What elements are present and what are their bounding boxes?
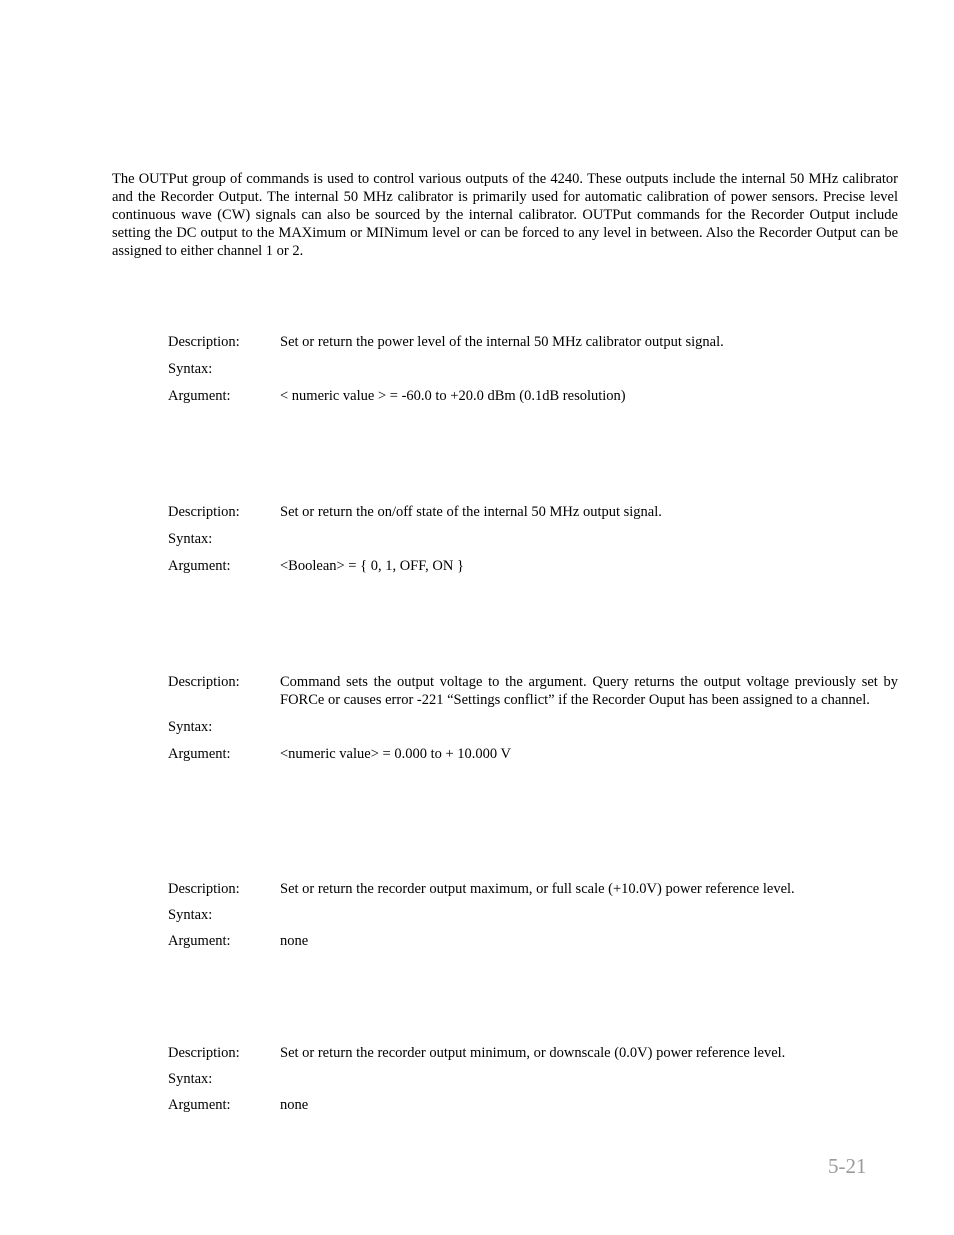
syntax-label: Syntax: bbox=[168, 531, 213, 547]
description-text: Set or return the on/off state of the internal 50 MHz output signal. bbox=[280, 504, 662, 520]
argument-label: Argument: bbox=[168, 746, 231, 762]
description-row bbox=[168, 1044, 898, 1062]
argument-row bbox=[168, 387, 898, 405]
syntax-label: Syntax: bbox=[168, 361, 213, 377]
description-row bbox=[168, 880, 898, 898]
syntax-label: Syntax: bbox=[168, 907, 213, 923]
syntax-row bbox=[168, 906, 898, 924]
argument-text: < numeric value > = -60.0 to +20.0 dBm (0.1dB resolution) bbox=[280, 388, 626, 404]
syntax-text bbox=[280, 718, 898, 736]
argument-row bbox=[168, 1096, 898, 1114]
description-label: Description: bbox=[168, 881, 240, 897]
intro-paragraph: The OUTPut group of commands is used to control various outputs of the 4240. These outputs include the internal 50 MHz calibrator and the Recorder Output. The internal 50 MHz calibrator is primarily used for automatic calibration of power sensors. Precise level continuous wave (CW) signals can also be sourced by the internal calibrator. OUTPut commands for the Recorder Output include setting the DC output to the MAXimum or MINimum level or can be forced to any level in between. Also the Recorder Output can be assigned to either channel 1 or 2. bbox=[112, 171, 898, 259]
page-number: 5-21 bbox=[828, 1154, 867, 1178]
description-text: Set or return the recorder output maximum, or full scale (+10.0V) power reference level. bbox=[280, 881, 795, 897]
description-label: Description: bbox=[168, 1045, 240, 1061]
syntax-text bbox=[280, 360, 898, 378]
description-text: Set or return the recorder output minimum, or downscale (0.0V) power reference level. bbox=[280, 1045, 786, 1061]
description-text: Set or return the power level of the internal 50 MHz calibrator output signal. bbox=[280, 334, 724, 350]
argument-row bbox=[168, 557, 898, 575]
argument-row bbox=[168, 745, 898, 763]
syntax-row bbox=[168, 530, 898, 548]
command-block-cal-state bbox=[168, 503, 898, 575]
description-label: Description: bbox=[168, 674, 240, 690]
syntax-label: Syntax: bbox=[168, 719, 213, 735]
description-row bbox=[168, 673, 898, 709]
command-block-cal-power bbox=[168, 333, 898, 405]
argument-label: Argument: bbox=[168, 558, 231, 574]
command-block-recorder-max bbox=[168, 880, 898, 950]
description-row bbox=[168, 333, 898, 351]
syntax-row bbox=[168, 360, 898, 378]
description-label: Description: bbox=[168, 334, 240, 350]
description-label: Description: bbox=[168, 504, 240, 520]
syntax-label: Syntax: bbox=[168, 1071, 213, 1087]
argument-row bbox=[168, 932, 898, 950]
syntax-text bbox=[280, 906, 898, 924]
description-text: Command sets the output voltage to the argument. Query returns the output voltage previously set by FORCe or causes error -221 “Settings conflict” if the Recorder Ouput has been assigned to a channel. bbox=[280, 674, 898, 708]
command-block-recorder-force bbox=[168, 673, 898, 763]
argument-label: Argument: bbox=[168, 933, 231, 949]
argument-text: <Boolean> = { 0, 1, OFF, ON } bbox=[280, 558, 464, 574]
syntax-text bbox=[280, 1070, 898, 1088]
argument-text: none bbox=[280, 933, 309, 949]
argument-label: Argument: bbox=[168, 388, 231, 404]
syntax-row bbox=[168, 1070, 898, 1088]
description-row bbox=[168, 503, 898, 521]
argument-text: <numeric value> = 0.000 to + 10.000 V bbox=[280, 746, 511, 762]
argument-text: none bbox=[280, 1097, 309, 1113]
syntax-text bbox=[280, 530, 898, 548]
command-block-recorder-min bbox=[168, 1044, 898, 1114]
argument-label: Argument: bbox=[168, 1097, 231, 1113]
syntax-row bbox=[168, 718, 898, 736]
